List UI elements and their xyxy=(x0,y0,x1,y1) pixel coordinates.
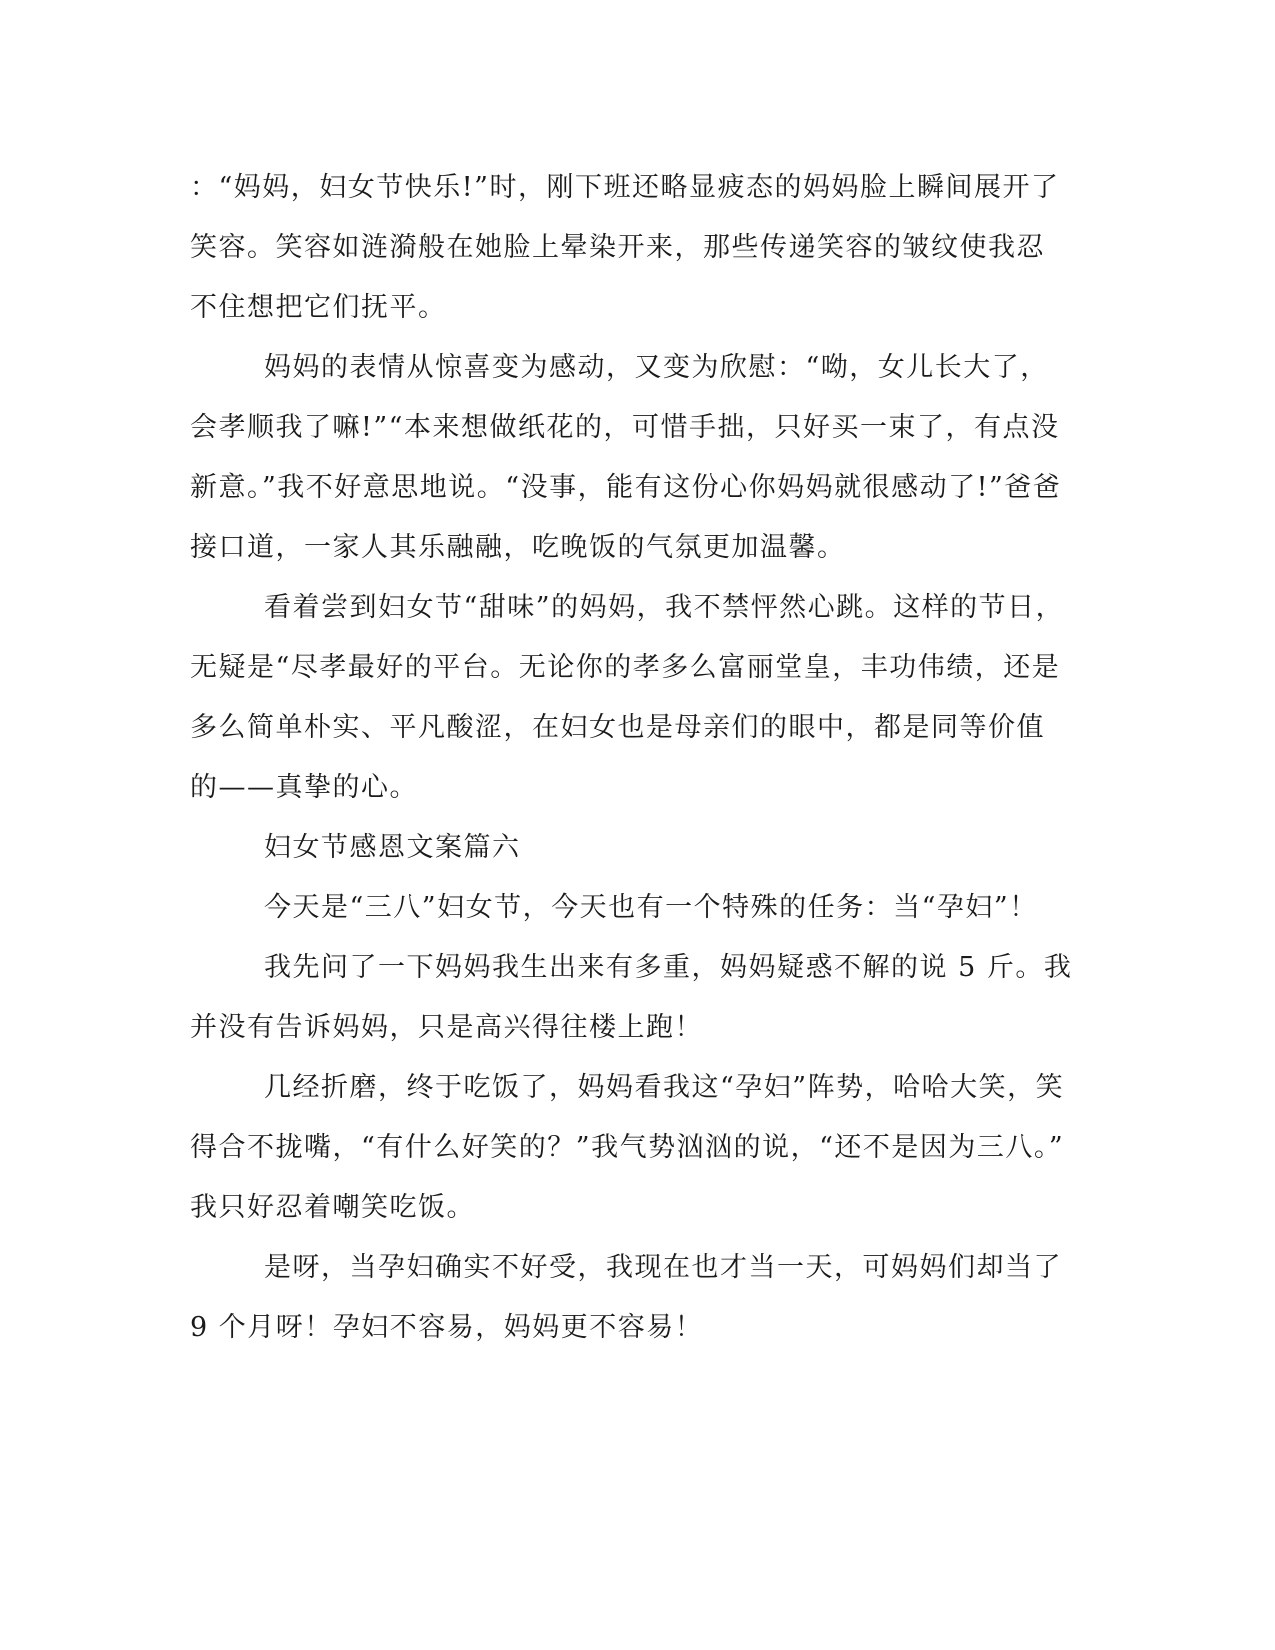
paragraph-start-line: 几经折磨，终于吃饭了，妈妈看我这“孕妇”阵势，哈哈大笑，笑 xyxy=(264,1072,1065,1103)
text-line: ：“妈妈，妇女节快乐!”时，刚下班还略显疲态的妈妈脸上瞬间展开了 xyxy=(190,172,1060,203)
text-line: 得合不拢嘴，“有什么好笑的？”我气势汹汹的说，“还不是因为三八。” xyxy=(190,1132,1065,1163)
section-heading: 妇女节感恩文案篇六 xyxy=(264,832,521,863)
paragraph-start-line: 今天是“三八”妇女节，今天也有一个特殊的任务：当“孕妇”！ xyxy=(264,892,1038,923)
text-line: 会孝顺我了嘛!”“本来想做纸花的，可惜手拙，只好买一束了，有点没 xyxy=(190,412,1060,443)
text-line: 不住想把它们抚平。 xyxy=(190,292,447,323)
text-line: 多么简单朴实、平凡酸涩，在妇女也是母亲们的眼中，都是同等价值 xyxy=(190,712,1045,743)
text-line: 我只好忍着嘲笑吃饭。 xyxy=(190,1192,475,1223)
text-line: 并没有告诉妈妈，只是高兴得往楼上跑！ xyxy=(190,1012,703,1043)
text-line: 的——真挚的心。 xyxy=(190,772,418,803)
text-line: 无疑是“尽孝最好的平台。无论你的孝多么富丽堂皇，丰功伟绩，还是 xyxy=(190,652,1061,683)
paragraph-start-line: 是呀，当孕妇确实不好受，我现在也才当一天，可妈妈们却当了 xyxy=(264,1252,1062,1283)
text-line: 新意。”我不好意思地说。“没事，能有这份心你妈妈就很感动了!”爸爸 xyxy=(190,472,1062,503)
text-line: 接口道，一家人其乐融融，吃晚饭的气氛更加温馨。 xyxy=(190,532,846,563)
text-line: 笑容。笑容如涟漪般在她脸上晕染开来，那些传递笑容的皱纹使我忍 xyxy=(190,232,1045,263)
text-line: 9 个月呀！孕妇不容易，妈妈更不容易！ xyxy=(190,1312,704,1343)
paragraph-start-line: 我先问了一下妈妈我生出来有多重，妈妈疑惑不解的说 5 斤。我 xyxy=(264,952,1073,983)
paragraph-start-line: 妈妈的表情从惊喜变为感动，又变为欣慰：“呦，女儿长大了， xyxy=(264,352,1049,383)
document-body xyxy=(190,158,1090,1358)
paragraph-start-line: 看着尝到妇女节“甜味”的妈妈，我不禁怦然心跳。这样的节日， xyxy=(264,592,1065,623)
